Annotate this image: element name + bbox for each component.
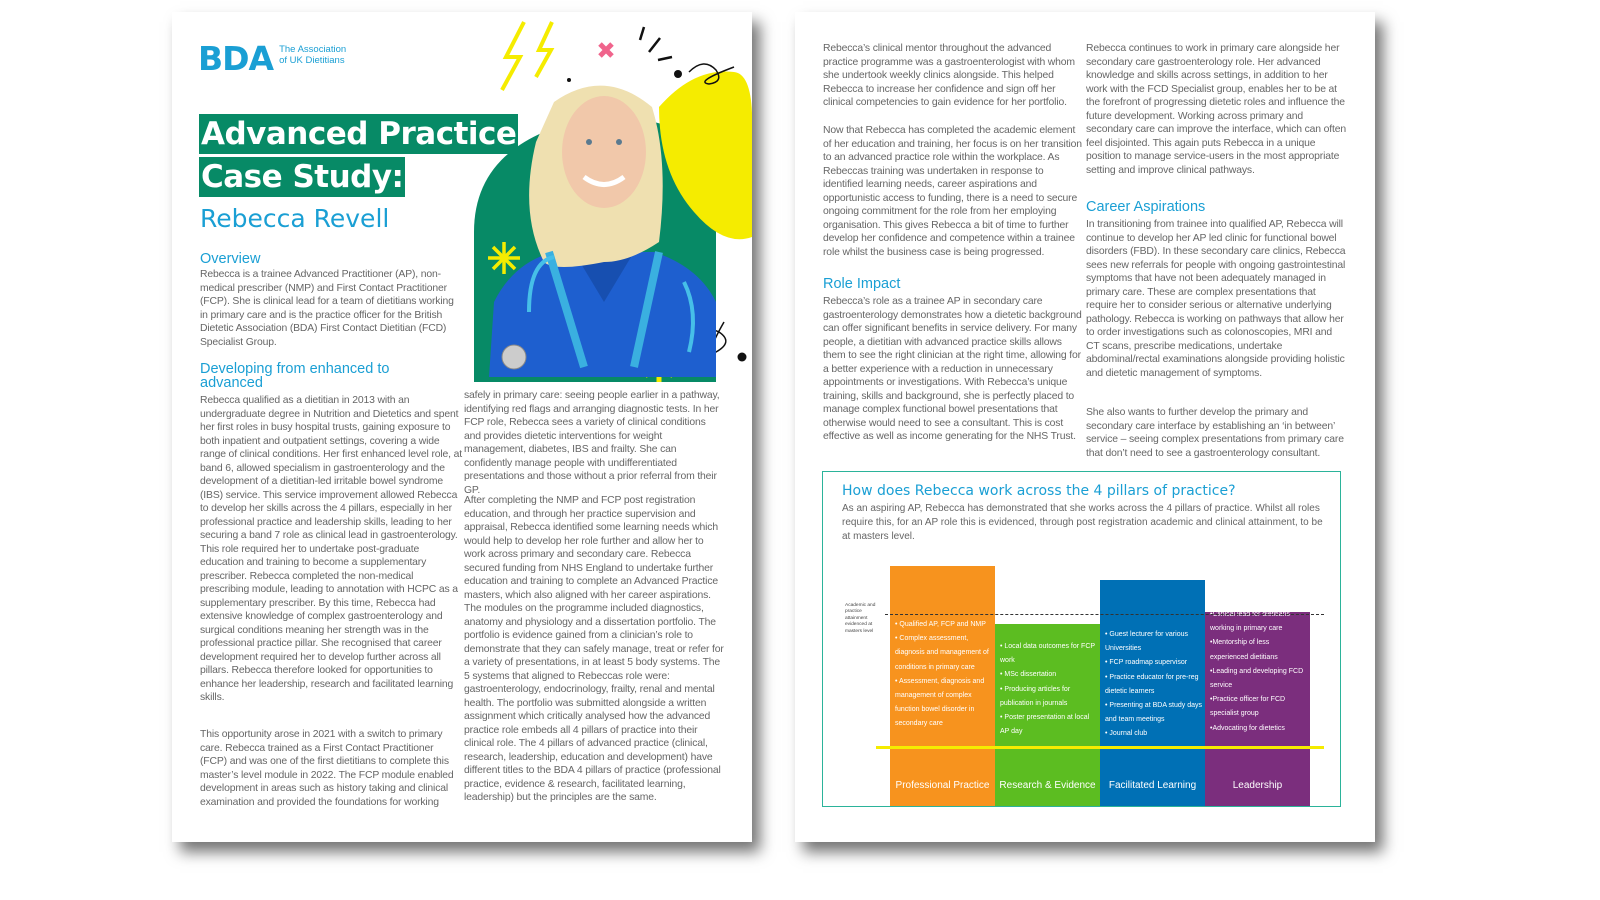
bda-logo	[198, 39, 347, 78]
pillar-label: Leadership	[1232, 780, 1283, 791]
pillar-items	[1205, 608, 1310, 736]
pillar-research-evidence	[995, 624, 1100, 806]
masters-level-threshold-line	[885, 614, 1324, 615]
pillar-item: • Qualified AP, FCP and NMP	[895, 621, 986, 628]
developing-body-2: This opportunity arose in 2021 with a switch to primary care. Rebecca trained as a First Contact Practitioner (FCP) and was one of the first dietitians to complete this master’s level module in 2022. The FCP module enabled development in areas such as history taking and clinical examination and provided the foundations for working	[200, 729, 454, 808]
pillar-item: • Complex assessment, diagnosis and management of conditions in primary care	[895, 635, 989, 671]
pillar-item: • Assessment, diagnosis and management of complex function bowel disorder in secondary care	[895, 677, 985, 728]
pillar-item: • Presenting at BDA study days and team meetings	[1105, 702, 1203, 724]
pillar-item: • Journal club	[1105, 730, 1148, 738]
career-aspirations-body: In transitioning from trainee into qualified AP, Rebecca will continue to develop her AP led clinic for functional bowel disorders (FBD). In these secondary care clinics, Rebecca sees new referrals for people with ongoing gastrointestinal symptoms that have not been adequately managed in primary care. These are complex presentations that require her to consider serious or alternative underlying pathology. Rebecca is working on pathways that allow her to order investigations such as colonoscopies, MRI and CT scans, prescribe medications, undertake abdominal/rectal examinations alongside providing holistic and dietetic management of symptoms.	[1086, 219, 1346, 379]
pillar-item: • MSc dissertation	[1000, 671, 1057, 679]
pillars-intro: As an aspiring AP, Rebecca has demonstrated that she works across the 4 pillars of practice. Whilst all roles require this, for an AP role this is evidenced, through post registration academic and clinical attainment, to be at masters level.	[842, 503, 1323, 542]
pillar-item: • Producing articles for publication in journals	[1000, 685, 1071, 707]
lightning-icon	[502, 22, 552, 90]
pillar-item: •Advocating for dietetics	[1210, 724, 1285, 732]
portrait-illustration	[454, 12, 752, 387]
pillars-box	[822, 471, 1341, 807]
page-right	[795, 12, 1375, 842]
primary-care-paragraph: Rebecca continues to work in primary care alongside her secondary care gastroenterology role. Her advanced knowledge and skills across settings, in addition to her work with the FCD Specialist group, enables her to be at the forefront of progressing dietetic roles and influence the future development. Working across primary and secondary care can improve the interface, which can often feel disjointed. This again puts Rebecca in a unique position to manage service-users in the most appropriate setting and improve clinical pathways.	[1086, 43, 1347, 176]
role-impact-body: Rebecca’s role as a trainee AP in secondary care gastroenterology demonstrates how a dietetic background can offer significant benefits in service delivery. For many people, a dietitian with advanced practice skills allows them to see the right clinician at the right time, allowing for a better experience with a reduction in unnecessary appointments or investigations. With Rebecca’s unique training, skills and background, she is perfectly placed to manage complex functional bowel presentations that otherwise would need to see a consultant. This is cost effective as well as income generating for the NHS Trust.	[823, 296, 1082, 442]
sparkle-lines-icon	[640, 27, 672, 60]
transition-paragraph: Now that Rebecca has completed the academic element of her education and training, her focus is on her transition to an advanced practice role within the workplace. As Rebeccas training was undertaken in response to identified learning needs, career aspirations and opportunistic access to funding, there is a need to secure ongoing commitment for the role from her employing organisation. This gives Rebecca a bit of time to further develop her confidence and competence within a trainee role whilst the business case is being progressed.	[823, 125, 1082, 258]
mentor-paragraph: Rebecca’s clinical mentor throughout the advanced practice programme was a gastroenterologist with whom she undertook weekly clinics alongside. This helped Rebecca to increase her confidence and sign off her clinical competencies to gain evidence for her portfolio.	[823, 43, 1075, 108]
pillar-item: • Practice educator for pre-reg dietetic learners	[1105, 673, 1199, 695]
developing-body-3: safely in primary care: seeing people earlier in a pathway, identifying red flags and arranging diagnostic tests. In her FCP role, Rebecca sees a variety of clinical conditions and provides dietetic interventions for weight management, diabetes, IBS and frailty. She can confidently manage people with undifferentiated presentations and those without a prior referral from their GP.	[464, 390, 720, 496]
overview-body: Rebecca is a trainee Advanced Practitioner (AP), non-medical prescriber (NMP) and First Contact Practitioner (FCP). She is clinical lead for a team of dietitians working in primary care and is the practice officer for the British Dietetic Association (BDA) First Contact Dietitian (FCD) Specialist Group.	[200, 269, 454, 348]
pillar-item: •Mentorship of less experienced dietitians	[1210, 639, 1278, 661]
developing-heading: Developing from enhanced to advanced	[200, 361, 390, 391]
overview-heading: Overview	[200, 251, 261, 267]
title-line-2: Case Study:	[201, 159, 404, 195]
logo-text-line2: of UK Dietitians	[279, 55, 345, 66]
pillar-label: Research & Evidence	[999, 780, 1096, 791]
logo-text-line1: The Association	[279, 44, 347, 55]
foundation-divider-line	[876, 746, 1324, 749]
pillar-item: •Leading and developing FCD service	[1210, 667, 1304, 690]
pillar-professional-practice	[890, 566, 995, 806]
career-aspirations-heading: Career Aspirations	[1086, 199, 1206, 215]
logo-mark: BDA	[198, 39, 274, 78]
developing-body-1: Rebecca qualified as a dietitian in 2013 with an undergraduate degree in Nutrition and Dietetics and spent her first roles in busy hospital trusts, gaining exposure to both inpatient and outpatient settings, covering a wide range of clinical conditions. Her first enhanced level role, at band 6, allowed specialism in gastroenterology and the development of a dietitian-led irritable bowel syndrome (IBS) service. This service improvement allowed Rebecca to develop her skills across the 4 pillars, especially in her professional practice and leadership skills, leading to her securing a band 7 role as clinical lead in gastroenterology. This role required her to undertake post-graduate education and training to become a supplementary prescriber. Rebecca completed the non-medical prescribing module, leading to annotation with HCPC as a supplementary prescriber. By this time, Rebecca had extensive knowledge of complex gastroenterology and surgical conditions meaning her strength was in the professional practice pillar. She recognised that career development required her to develop further across all pillars. Rebecca therefore looked for opportunities to enhance her leadership, research and facilitated learning skills.	[200, 395, 463, 703]
pillar-item: •Practice officer for FCD specialist group	[1210, 696, 1286, 718]
pillar-items	[995, 640, 1100, 739]
pillar-items	[890, 618, 995, 732]
pillar-item: • FCP roadmap supervisor	[1105, 659, 1188, 667]
pillar-leadership	[1205, 612, 1310, 806]
dot-icon	[674, 70, 682, 78]
pillar-item: • Poster presentation at local AP day	[1000, 714, 1090, 736]
pillar-item: • Local data outcomes for FCP work	[1000, 643, 1095, 665]
pillars-heading: How does Rebecca work across the 4 pillars of practice?	[842, 483, 1236, 499]
pillar-label: Professional Practice	[895, 780, 990, 791]
page-left	[172, 12, 752, 842]
title-line-1: Advanced Practice	[201, 116, 517, 152]
developing-body-4: After completing the NMP and FCP post registration education, and through her practice supervision and appraisal, Rebecca identified some learning needs which would help to develop her role further and allow her to work across primary and secondary care. Rebecca secured funding from NHS England to undertake further education and training to complete an Advanced Practice masters, which also aligned with her career aspirations. The modules on the programme included diagnostics, anatomy and physiology and a dissertation portfolio. The portfolio is evidence gained from a clinician’s role to demonstrate that they can safely manage, treat or refer for a variety of presentations, in at least 5 body systems. The 5 systems that aligned to Rebeccas role were: gastroenterology, endocrinology, frailty, renal and mental health. The portfolio was submitted alongside a written assignment which critically analysed how the advanced practice role embeds all 4 pillars of practice into their clinical role. The 4 pillars of advanced practice (clinical, research, leadership, education and development) have different titles to the BDA 4 pillars of practice (professional practice, evidence & research, facilitated learning, leadership) but the principles are the same.	[464, 495, 724, 803]
pillar-item: • Guest lecturer for various Universities	[1105, 631, 1188, 653]
pillar-item: •Clinical lead for dietitians working in primary care	[1210, 611, 1290, 633]
subtitle-name: Rebecca Revell	[200, 204, 390, 233]
pillar-label: Facilitated Learning	[1108, 780, 1197, 791]
career-aspirations-body-2: She also wants to further develop the primary and secondary care interface by establishing an ‘in between’ service – seeing complex presentations from primary care that don’t need to see a gastroenterology consultant.	[1086, 407, 1344, 459]
threshold-label: Academic and practice attainment evidenced at masters level	[845, 603, 876, 634]
dot-icon	[567, 78, 571, 82]
role-impact-heading: Role Impact	[823, 276, 901, 292]
dot-icon	[738, 353, 747, 362]
pillar-items	[1100, 628, 1205, 742]
pillars-chart	[823, 472, 1342, 808]
logo-text	[279, 44, 346, 66]
cross-icon	[600, 44, 612, 56]
